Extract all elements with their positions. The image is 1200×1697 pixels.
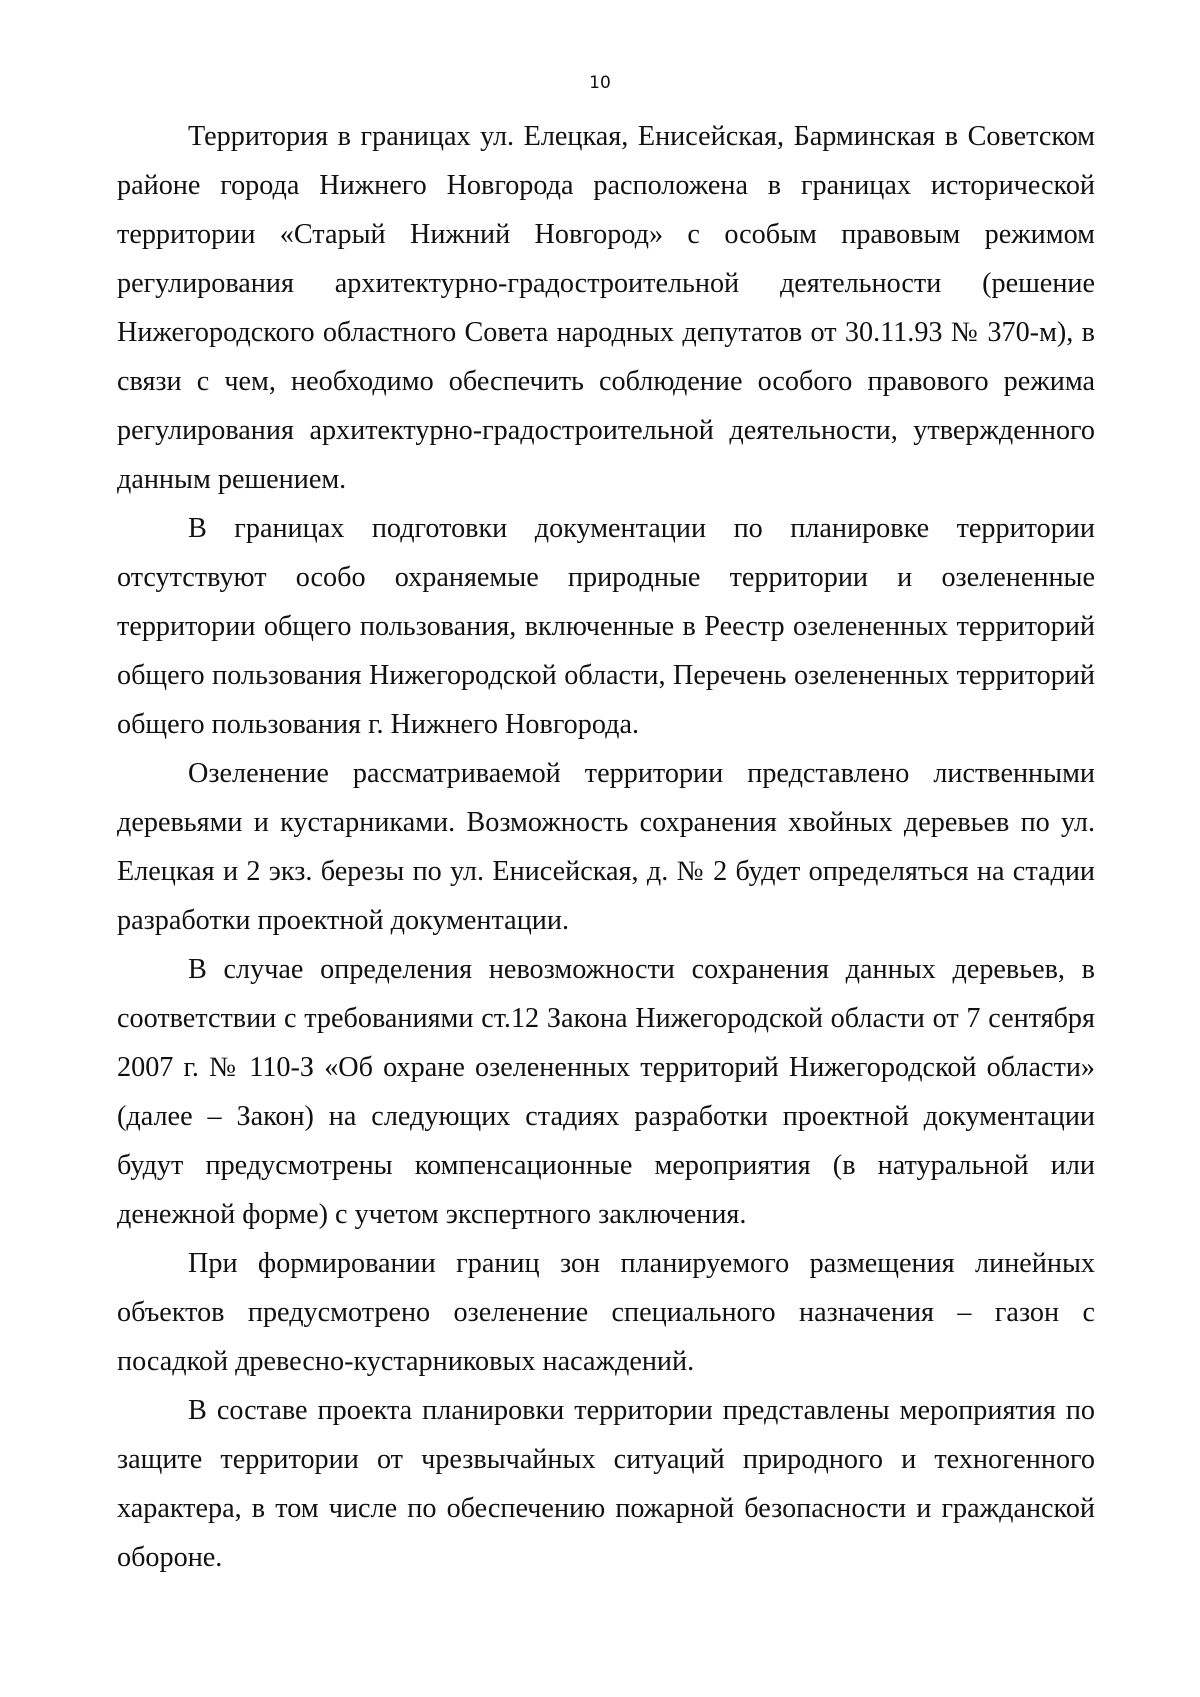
page-number: 10 [589,73,611,93]
document-body [117,112,1095,1582]
paragraph-greenery: Озеленение рассматриваемой территории представлено лиственными деревьями и кустарниками. Возможность сохранения хвойных деревьев по ул. Елецкая и 2 экз. березы по ул. Енисейская, д. № 2 будет определяться на стадии разработки проектной документации. [117,758,1095,936]
paragraph-compensation: В случае определения невозможности сохранения данных деревьев, в соответствии с требованиями ст.12 Закона Нижегородской области от 7 сентября 2007 г. № 110-З «Об охране озелененных территорий Нижегородской области» (далее – Закон) на следующих стадиях разработки проектной документации будут предусмотрены компенсационные мероприятия (в натуральной или денежной форме) с учетом экспертного заключения. [117,954,1095,1230]
paragraph-protected-areas: В границах подготовки документации по планировке территории отсутствуют особо охраняемые природные территории и озелененные территории общего пользования, включенные в Реестр озелененных территорий общего пользования Нижегородской области, Перечень озелененных территорий общего пользования г. Нижнего Новгорода. [117,513,1095,740]
paragraph-emergency-protection: В составе проекта планировки территории представлены мероприятия по защите территории от чрезвычайных ситуаций природного и техногенного характера, в том числе по обеспечению пожарной безопасности и гражданской обороне. [117,1395,1095,1573]
paragraph-historical-territory: Территория в границах ул. Елецкая, Енисейская, Барминская в Советском районе города Нижнего Новгорода расположена в границах исторической территории «Старый Нижний Новгород» с особым правовым режимом регулирования архитектурно-градостроительной деятельности (решение Нижегородского областного Совета народных депутатов от 30.11.93 № 370-м), в связи с чем, необходимо обеспечить соблюдение особого правового режима регулирования архитектурно-градостроительной деятельности, утвержденного данным решением. [117,121,1095,495]
paragraph-special-greening: При формировании границ зон планируемого размещения линейных объектов предусмотрено озеленение специального назначения – газон с посадкой древесно-кустарниковых насаждений. [117,1248,1095,1377]
